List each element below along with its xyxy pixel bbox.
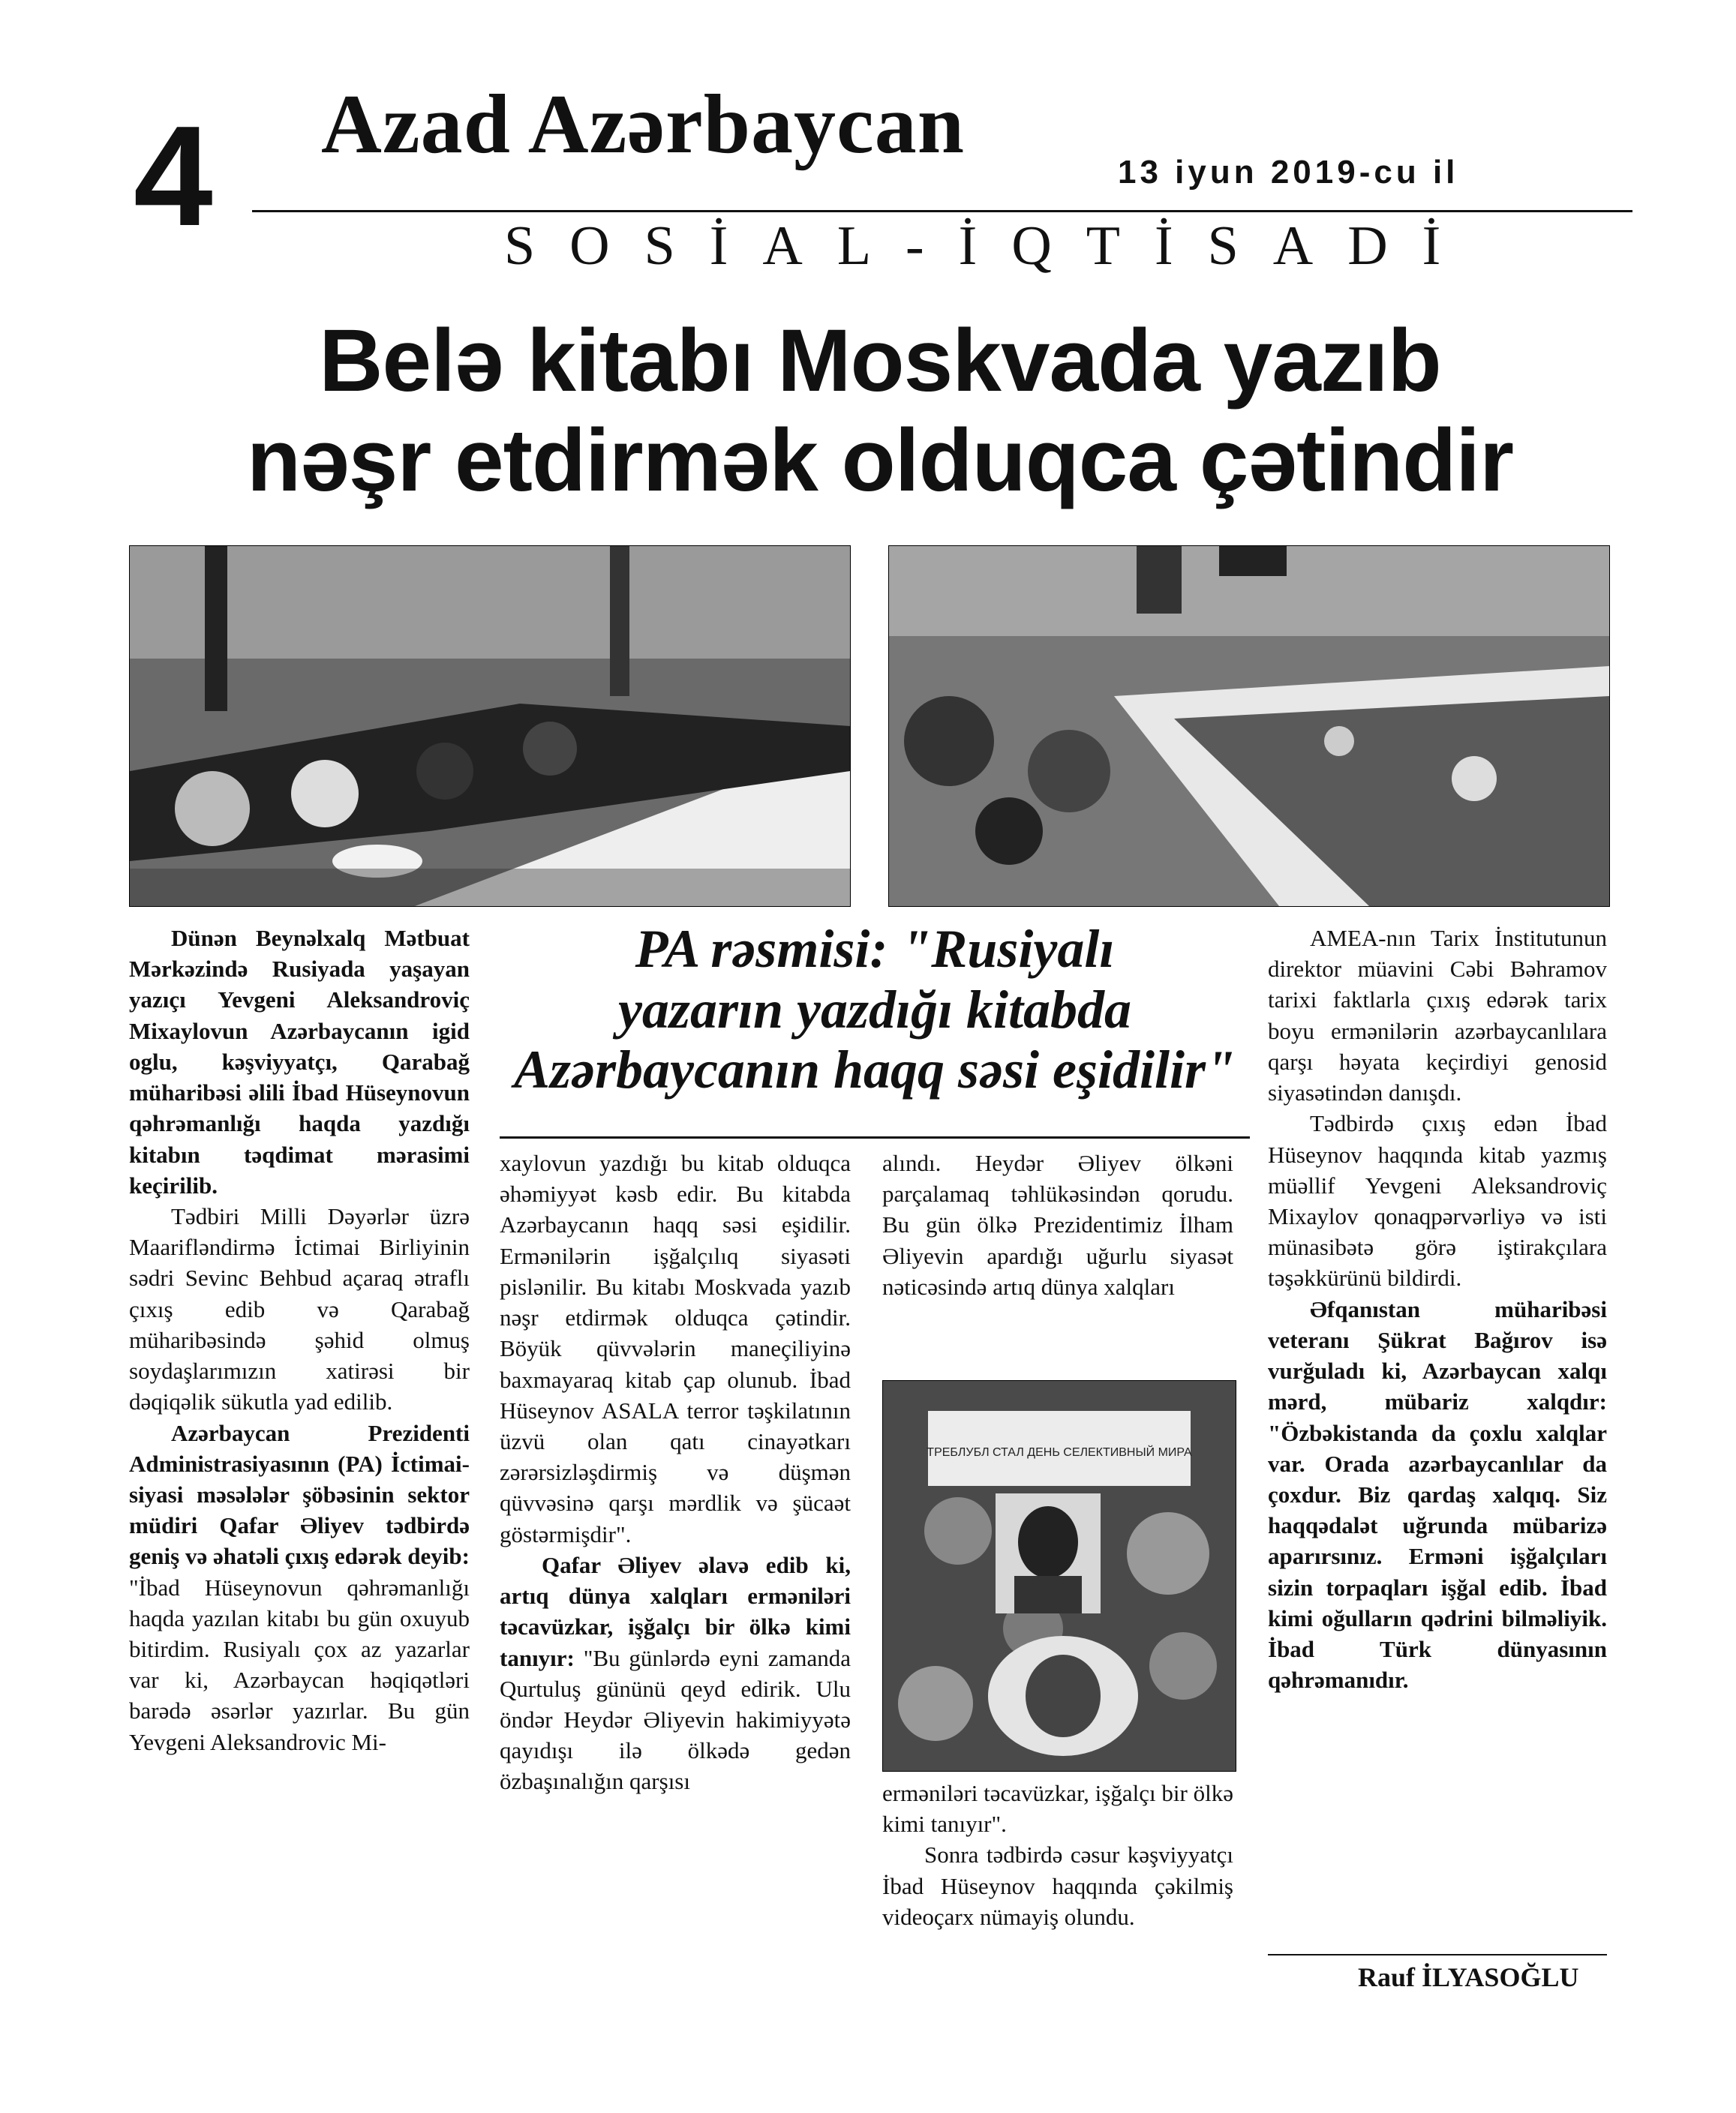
book-cover-title: ТРЕБЛУБЛ СТАЛ ДЕНЬ СЕЛЕКТИВНЫЙ МИРА bbox=[927, 1446, 1192, 1459]
paragraph-bold-lead: Qafar Əliyev əlavə edib ki, artıq dünya xalqları erməniləri təcavüzkar, işğalçı bir ölkə kimi tanıyır: bbox=[500, 1551, 851, 1671]
page-number: 4 bbox=[134, 97, 213, 256]
section-title: SOSİAL-İQTİSADİ bbox=[504, 215, 1476, 277]
column-1 bbox=[129, 923, 470, 1757]
column-2 bbox=[500, 1148, 851, 1797]
byline-rule bbox=[1268, 1954, 1607, 1955]
paragraph: Tədbirdə çıxış edən İbad Hüseynov haqqında kitab yazmış müəllif Yevgeni Aleksandroviç Mixaylov qonaqpərvərliyə və isti münasibətə görə iştirakçılara təşəkkürünü bildirdi. bbox=[1268, 1110, 1607, 1292]
author-byline: Rauf İLYASOĞLU bbox=[1358, 1962, 1579, 1992]
issue-date: 13 iyun 2019-cu il bbox=[1118, 154, 1459, 191]
subheadline-line-1: PA rəsmisi: "Rusiyalı bbox=[635, 919, 1115, 979]
column-4 bbox=[1268, 923, 1607, 1695]
lead-paragraph: Dünən Beynəlxalq Mətbuat Mərkəzində Rusiyada yaşayan yazıçı Yevgeni Aleksandroviç Mixaylovun Azərbaycanın igid oglu, kəşviyyatçı, Qarabağ müharibəsi əlili İbad Hüseynovun qəhrəmanlığı haqda yazdığı kitabın təqdimat mərasimi keçirilib. bbox=[129, 925, 470, 1199]
paragraph: Tədbiri Milli Dəyərlər üzrə Maarifləndirmə İctimai Birliyinin sədri Sevinc Behbud açaraq ətraflı çıxış edib və Qarabağ müharibəsində şəhid olmuş soydaşlarımızın xatirəsi bir dəqiqəlik sükutla yad edilib. bbox=[129, 1202, 470, 1415]
column-3 bbox=[882, 1148, 1233, 1302]
column-3-continued bbox=[882, 1778, 1233, 1932]
article-headline bbox=[134, 311, 1626, 512]
subheadline-rule bbox=[500, 1136, 1250, 1139]
subheadline-line-3: Azərbaycanın haqq səsi eşidilir" bbox=[513, 1040, 1236, 1100]
subheadline-line-2: yazarın yazdığı kitabda bbox=[617, 979, 1132, 1040]
paragraph: AMEA-nın Tarix İnstitutunun direktor müavini Cəbi Bəhramov tarixi faktlarla çıxış edərək tarix boyu ermənilərin azərbaycanlılara qarşı həyata keçirdiyi genosid siyasətindən danışdı. bbox=[1268, 925, 1607, 1106]
headline-line-1: Belə kitabı Moskvada yazıb bbox=[319, 311, 1441, 410]
photo-conference-left bbox=[129, 545, 851, 907]
paragraph-text: "Bu günlərdə eyni zamanda Qurtuluş gününü qeyd edirik. Ulu öndər Heydər Əliyevin hakimiyyətə qayıdışı ilə ölkədə gedən özbaşınalığın qarşısı bbox=[500, 1644, 851, 1795]
paragraph: erməniləri təcavüzkar, işğalçı bir ölkə kimi tanıyır". bbox=[882, 1780, 1233, 1838]
paragraph: Sonra tədbirdə cəsur kəşviyyatçı İbad Hüseynov haqqında çəkilmiş videoçarx nümayiş olundu. bbox=[882, 1841, 1233, 1930]
photo-book-cover bbox=[882, 1380, 1236, 1772]
paragraph-bold-lead: Azərbaycan Prezidenti Administrasiyasının (PA) İctimai-siyasi məsələlər şöbəsinin sektor müdiri Qafar Əliyev tədbirdə geniş və əhatəli çıxış edərək deyib: bbox=[129, 1419, 470, 1570]
photo-conference-right bbox=[888, 545, 1610, 907]
paragraph: xaylovun yazdığı bu kitab olduqca əhəmiyyət kəsb edir. Bu kitabda Azərbaycanın haqq səsi eşidilir. Ermənilərin işğalçılıq siyasəti pislənilir. Bu kitabı Moskvada yazıb nəşr etdirmək olduqca çətindir. Böyük qüvvələrin maneçiliyinə baxmayaraq kitab çap olunub. İbad Hüseynov ASALA terror təşkilatının üzvü olan qatı cinayətkarı zərərsizləşdirmiş və düşmən qüvvəsinə qarşı mərdlik və şücaət göstərmişdir". bbox=[500, 1150, 851, 1547]
paragraph-bold: Əfqanıstan müharibəsi veteranı Şükrat Bağırov isə vurğuladı ki, Azərbaycan xalqı mərd, mübariz xalqdır: "Özbəkistanda da çoxlu xalqlar var. Orada azərbaycanlılar da çoxdur. Biz qardaş xalqıq. Siz haqqədalət uğrunda mübarizə aparırsınız. Erməni işğalçıları sizin torpaqları işğal edib. İbad kimi oğulların qədrini bilməliyik. İbad Türk dünyasının qəhrəmanıdır. bbox=[1268, 1295, 1607, 1694]
paragraph: alındı. Heydər Əliyev ölkəni parçalamaq təhlükəsindən qorudu. Bu gün ölkə Prezidentimiz İlham Əliyevin apardığı uğurlu siyasət nəticəsində artıq dünya xalqları bbox=[882, 1150, 1233, 1300]
newspaper-name: Azad Azərbaycan bbox=[321, 78, 966, 171]
headline-line-2: nəşr etdirmək olduqca çətindir bbox=[246, 411, 1514, 511]
masthead-rule bbox=[252, 210, 1632, 212]
paragraph-text: "İbad Hüseynovun qəhrəmanlığı haqda yazılan kitabı bu gün oxuyub bitirdim. Rusiyalı çox az yazarlar var ki, Azərbaycan həqiqətləri barədə əsərlər yazırlar. Bu gün Yevgeni Aleksandrovic Mi- bbox=[129, 1574, 470, 1755]
sub-headline bbox=[500, 919, 1250, 1100]
